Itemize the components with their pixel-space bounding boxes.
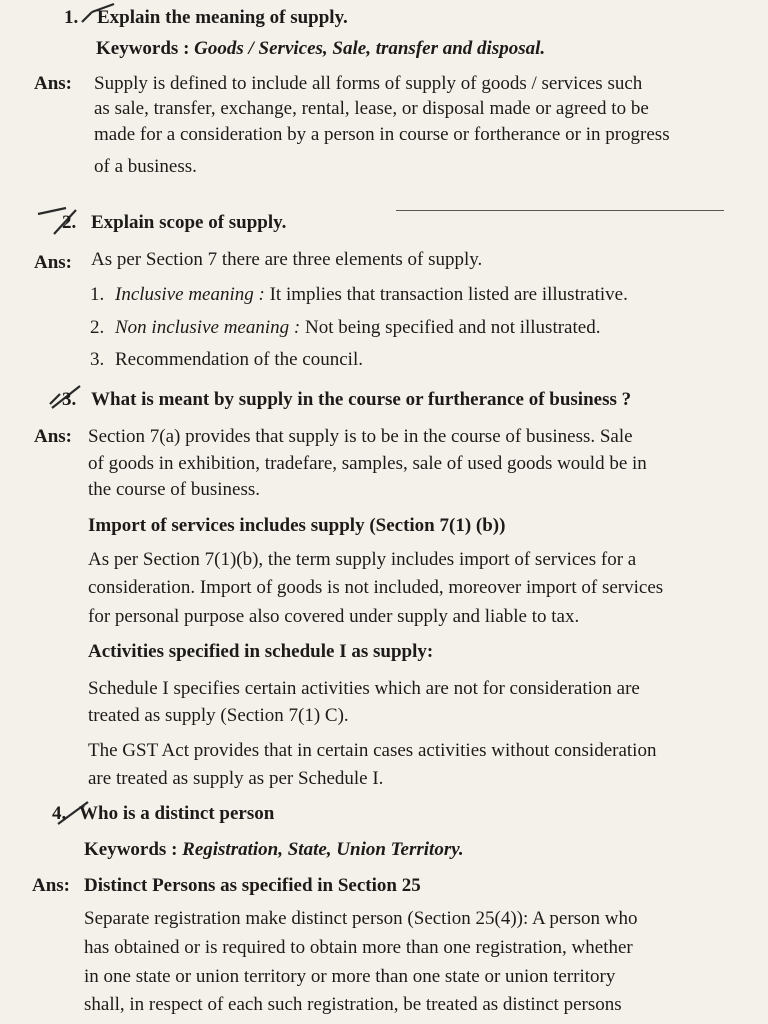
q4-keywords-label: Keywords :	[84, 839, 178, 860]
q1-answer-line: as sale, transfer, exchange, rental, lease, or disposal made or agreed to be	[94, 98, 649, 119]
q4-keywords-text: Registration, State, Union Territory.	[182, 839, 464, 860]
import-line: consideration. Import of goods is not included, moreover import of services	[88, 577, 664, 598]
q1-keywords-text: Goods / Services, Sale, transfer and disposal.	[194, 38, 546, 59]
import-heading: Import of services includes supply (Section 7(1) (b))	[88, 515, 506, 536]
q4-answer-line: in one state or union territory or more than one state or union territory	[84, 966, 616, 987]
q3-answer-line: of goods in exhibition, tradefare, samples, sale of used goods would be in	[88, 453, 647, 474]
list-item-text: It implies that transaction listed are illustrative.	[269, 284, 628, 305]
q1-ans-label: Ans:	[34, 73, 73, 94]
q1-question: Explain the meaning of supply.	[97, 7, 348, 28]
list-item-number: 1.	[90, 284, 105, 305]
q3-answer-line: the course of business.	[88, 479, 261, 500]
q4-heading	[52, 802, 274, 826]
q4-question: Who is a distinct person	[79, 803, 275, 824]
import-line: As per Section 7(1)(b), the term supply includes import of services for a	[88, 549, 637, 570]
q3-heading	[62, 388, 631, 412]
q2-list-item	[90, 316, 600, 340]
q2-number: 2.	[62, 212, 77, 233]
list-item-text: Recommendation of the council.	[115, 349, 363, 370]
import-line: for personal purpose also covered under supply and liable to tax.	[88, 606, 580, 627]
q2-ans-label: Ans:	[34, 252, 73, 273]
q2-question: Explain scope of supply.	[91, 212, 287, 233]
schedule-line: treated as supply (Section 7(1) C).	[88, 705, 349, 726]
q4-ans-label: Ans:	[32, 875, 71, 896]
q1-keywords-label: Keywords :	[96, 38, 190, 59]
list-item-label: Non inclusive meaning :	[115, 317, 301, 338]
list-item-number: 2.	[90, 317, 105, 338]
q4-number: 4.	[52, 803, 67, 824]
gst-line: The GST Act provides that in certain cases activities without consideration	[88, 740, 657, 761]
list-item-number: 3.	[90, 349, 105, 370]
q2-heading	[62, 211, 286, 235]
q1-heading	[64, 6, 348, 30]
divider-line	[396, 210, 724, 211]
q4-answer-heading: Distinct Persons as specified in Section 25	[84, 875, 421, 896]
q3-number: 3.	[62, 389, 77, 410]
q4-answer-line: Separate registration make distinct person (Section 25(4)): A person who	[84, 908, 638, 929]
schedule-heading: Activities specified in schedule I as supply:	[88, 641, 434, 662]
q1-keywords	[96, 37, 545, 61]
q3-question: What is meant by supply in the course or furtherance of business ?	[91, 389, 632, 410]
q2-list-item	[90, 348, 363, 372]
q1-number: 1.	[64, 7, 79, 28]
q1-answer-line: made for a consideration by a person in course or fortherance or in progress	[94, 124, 670, 145]
q2-list-item	[90, 283, 628, 307]
q1-answer-line: of a business.	[94, 156, 197, 177]
schedule-line: Schedule I specifies certain activities which are not for consideration are	[88, 678, 640, 699]
q2-intro: As per Section 7 there are three elements of supply.	[91, 249, 483, 270]
list-item-text: Not being specified and not illustrated.	[304, 317, 601, 338]
q3-ans-label: Ans:	[34, 426, 73, 447]
q1-answer-line: Supply is defined to include all forms of supply of goods / services such	[94, 73, 643, 94]
q4-answer-line: shall, in respect of each such registration, be treated as distinct persons	[84, 994, 622, 1015]
q4-keywords	[84, 838, 464, 862]
list-item-label: Inclusive meaning :	[115, 284, 265, 305]
q4-answer-line: has obtained or is required to obtain more than one registration, whether	[84, 937, 633, 958]
q3-answer-line: Section 7(a) provides that supply is to be in the course of business. Sale	[88, 426, 633, 447]
gst-line: are treated as supply as per Schedule I.	[88, 768, 384, 789]
